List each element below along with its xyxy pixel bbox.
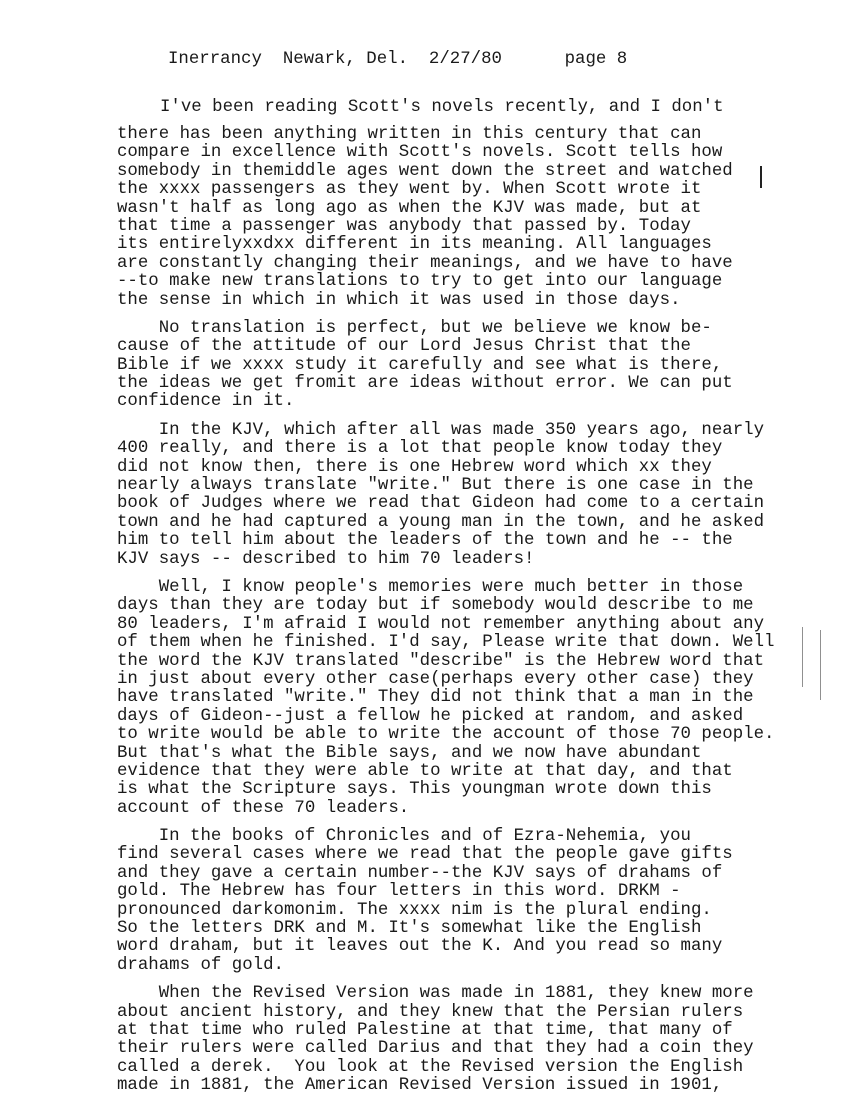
header-title: Inerrancy: [168, 50, 262, 69]
text-line: the xxxx passengers as they went by. When Scott wrote it: [117, 180, 702, 200]
paragraph-1: [117, 126, 837, 310]
document-body: [117, 126, 837, 1106]
text-line: In the books of Chronicles and of Ezra-Nehemia, you: [117, 827, 691, 847]
text-line: When the Revised Version was made in 1881, they knew more: [117, 984, 754, 1004]
text-line: gold. The Hebrew has four letters in this word. DRKM -: [117, 882, 681, 902]
text-line: made in 1881, the American Revised Version issued in 1901,: [117, 1076, 723, 1096]
text-line: him to tell him about the leaders of the town and he -- the: [117, 531, 733, 551]
margin-mark: [760, 166, 762, 188]
text-line: drahams of gold.: [117, 955, 284, 975]
text-line: and they gave a certain number--the KJV says of drahams of: [117, 863, 723, 883]
header-page: page 8: [564, 50, 628, 69]
text-line: Well, I know people's memories were much better in those: [117, 577, 744, 597]
header-place: Newark, Del.: [282, 50, 409, 69]
text-line: is what the Scripture says. This youngman wrote down this: [117, 780, 712, 800]
text-line: KJV says -- described to him 70 leaders!: [117, 549, 535, 569]
text-line: the sense in which in which it was used in those days.: [117, 290, 681, 310]
text-line: to write would be able to write the account of those 70 people.: [117, 725, 775, 745]
text-line: the ideas we get fromit are ideas without error. We can put: [117, 374, 733, 394]
text-line: So the letters DRK and M. It's somewhat like the English: [117, 919, 702, 939]
text-line: are constantly changing their meanings, and we have to have: [117, 253, 733, 273]
text-line: 80 leaders, I'm afraid I would not remember anything about any: [117, 614, 765, 634]
paragraph-6: [117, 985, 837, 1095]
text-line: did not know then, there is one Hebrew word which xx they: [117, 457, 712, 477]
page-header: [168, 50, 627, 69]
text-line: at that time who ruled Palestine at that time, that many of: [117, 1020, 733, 1040]
text-line: days than they are today but if somebody would describe to me: [117, 596, 754, 616]
margin-mark: [802, 627, 803, 687]
first-line: I've been reading Scott's novels recently, and I don't: [160, 98, 724, 117]
text-line: the word the KJV translated "describe" is the Hebrew word that: [117, 651, 765, 671]
margin-mark: [820, 630, 821, 700]
text-line: evidence that they were able to write at that day, and that: [117, 761, 733, 781]
text-line: compare in excellence with Scott's novels. Scott tells how: [117, 143, 723, 163]
text-line: confidence in it.: [117, 392, 295, 412]
text-line: book of Judges where we read that Gideon had come to a certain: [117, 494, 765, 514]
text-line: In the KJV, which after all was made 350 years ago, nearly: [117, 420, 765, 440]
text-line: But that's what the Bible says, and we now have abundant: [117, 743, 702, 763]
text-line: their rulers were called Darius and that they had a coin they: [117, 1039, 754, 1059]
text-line: account of these 70 leaders.: [117, 798, 410, 818]
text-line: about ancient history, and they knew that the Persian rulers: [117, 1002, 744, 1022]
text-line: find several cases where we read that the people gave gifts: [117, 845, 733, 865]
header-date: 2/27/80: [428, 50, 502, 69]
text-line: there has been anything written in this century that can: [117, 125, 702, 144]
text-line: Bible if we xxxx study it carefully and see what is there,: [117, 355, 723, 375]
text-line: cause of the attitude of our Lord Jesus Christ that the: [117, 337, 691, 357]
text-line: 400 really, and there is a lot that people know today they: [117, 439, 723, 459]
text-line: its entirelyxxdxx different in its meaning. All languages: [117, 235, 712, 255]
paragraph-3: [117, 422, 837, 569]
text-line: --to make new translations to try to get into our language: [117, 272, 723, 292]
text-line: nearly always translate "write." But there is one case in the: [117, 476, 754, 496]
text-line: town and he had captured a young man in the town, and he asked: [117, 512, 765, 532]
paragraph-5: [117, 828, 837, 975]
text-line: called a derek. You look at the Revised version the English: [117, 1057, 744, 1077]
paragraph-4: [117, 579, 837, 818]
text-line: that time a passenger was anybody that passed by. Today: [117, 216, 691, 236]
text-line: word draham, but it leaves out the K. And you read so many: [117, 937, 723, 957]
text-line: wasn't half as long ago as when the KJV was made, but at: [117, 198, 702, 218]
text-line: of them when he finished. I'd say, Please write that down. Well: [117, 633, 775, 653]
text-line: pronounced darkomonim. The xxxx nim is the plural ending.: [117, 900, 712, 920]
text-line: in just about every other case(perhaps every other case) they: [117, 669, 754, 689]
text-line: have translated "write." They did not think that a man in the: [117, 688, 754, 708]
text-line: somebody in themiddle ages went down the street and watched: [117, 161, 733, 181]
text-line: No translation is perfect, but we believe we know be-: [117, 318, 712, 338]
text-line: days of Gideon--just a fellow he picked at random, and asked: [117, 706, 744, 726]
paragraph-2: [117, 320, 837, 412]
